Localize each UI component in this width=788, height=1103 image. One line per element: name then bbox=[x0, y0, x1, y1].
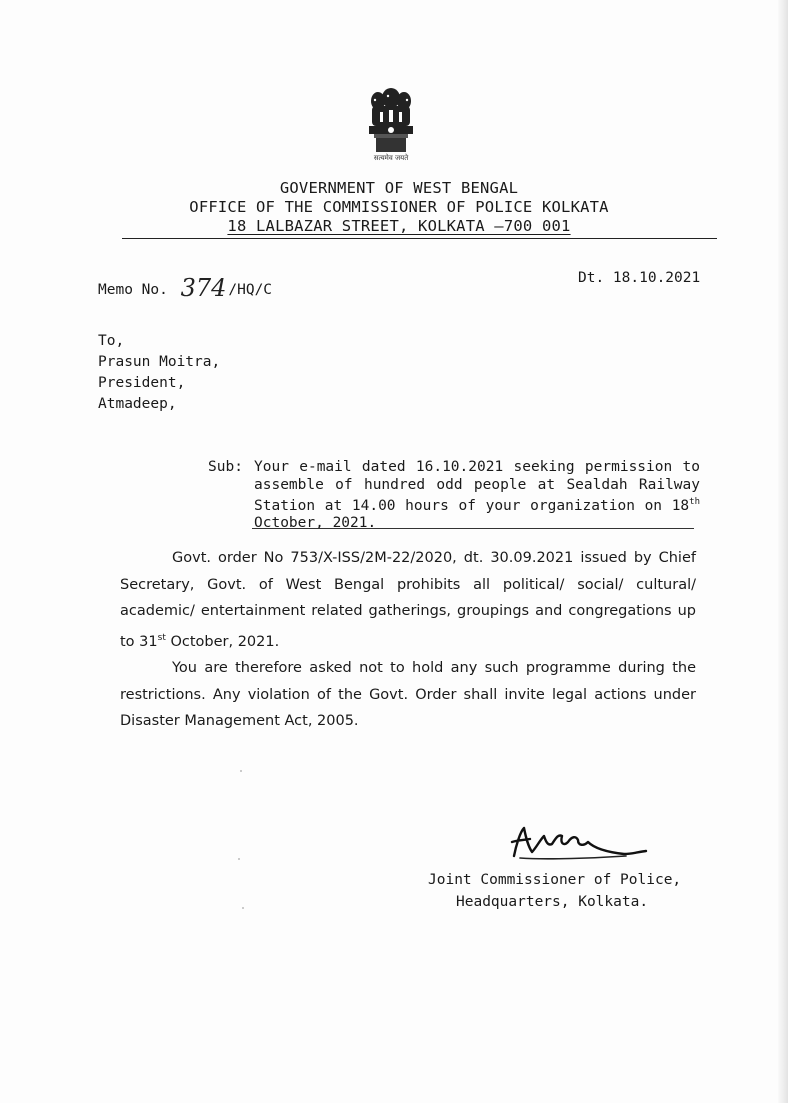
memo-line bbox=[98, 272, 272, 300]
handwritten-signature bbox=[506, 822, 656, 870]
letterhead-divider bbox=[122, 238, 717, 239]
letterhead-government: GOVERNMENT OF WEST BENGAL bbox=[279, 179, 519, 197]
memo-suffix: /HQ/C bbox=[228, 282, 273, 298]
para1-sup: st bbox=[157, 632, 166, 643]
recipient-name: Prasun Moitra, bbox=[98, 354, 221, 370]
body-paragraph-2: You are therefore asked not to hold any such programme during the restrictions. Any violation of the Govt. Order shall invite legal actions under Disaster Management Act, 2005. bbox=[120, 660, 696, 729]
emblem-motto: सत्यमेव जयते bbox=[373, 154, 409, 162]
recipient-salutation: To, bbox=[98, 333, 125, 349]
para1-main: Govt. order No 753/X-ISS/2M-22/2020, dt. 30.09.2021 issued by Chief Secretary, Govt. of West Bengal prohibits all political/ social/ cultural/ academic/ entertainment related gatherings, groupings and congregations up to 31 bbox=[120, 550, 696, 650]
recipient-organization: Atmadeep, bbox=[98, 396, 177, 412]
page-edge-shadow bbox=[778, 0, 788, 1103]
paper-speck bbox=[240, 770, 242, 772]
signatory-title: Joint Commissioner of Police, bbox=[428, 872, 682, 888]
subject-text bbox=[254, 459, 700, 533]
body-paragraph-1 bbox=[120, 545, 696, 655]
letterhead-address-wrap bbox=[0, 217, 788, 235]
letterhead-address: 18 LALBAZAR STREET, KOLKATA —700 001 bbox=[227, 217, 571, 235]
paper-speck bbox=[238, 858, 240, 860]
memo-number: 374 bbox=[180, 274, 227, 302]
memo-date: Dt. 18.10.2021 bbox=[578, 270, 701, 286]
subject-sup: th bbox=[689, 497, 700, 507]
subject-underline bbox=[252, 528, 694, 529]
subject-text-main: Your e-mail dated 16.10.2021 seeking permission to assemble of hundred odd people at Sealdah Railway Station at 14.00 hours of your organization on 18 bbox=[254, 459, 700, 514]
letterhead-office: OFFICE OF THE COMMISSIONER OF POLICE KOLKATA bbox=[189, 198, 609, 216]
recipient-block bbox=[98, 331, 220, 415]
paper-speck bbox=[242, 907, 244, 909]
signatory-block bbox=[428, 869, 681, 913]
memo-label: Memo No. bbox=[98, 282, 168, 298]
para1-end: October, 2021. bbox=[165, 633, 280, 650]
recipient-designation: President, bbox=[98, 375, 186, 391]
subject-label: Sub: bbox=[208, 459, 243, 475]
subject-text-end: October, 2021. bbox=[254, 515, 377, 532]
signatory-office: Headquarters, Kolkata. bbox=[456, 894, 649, 910]
